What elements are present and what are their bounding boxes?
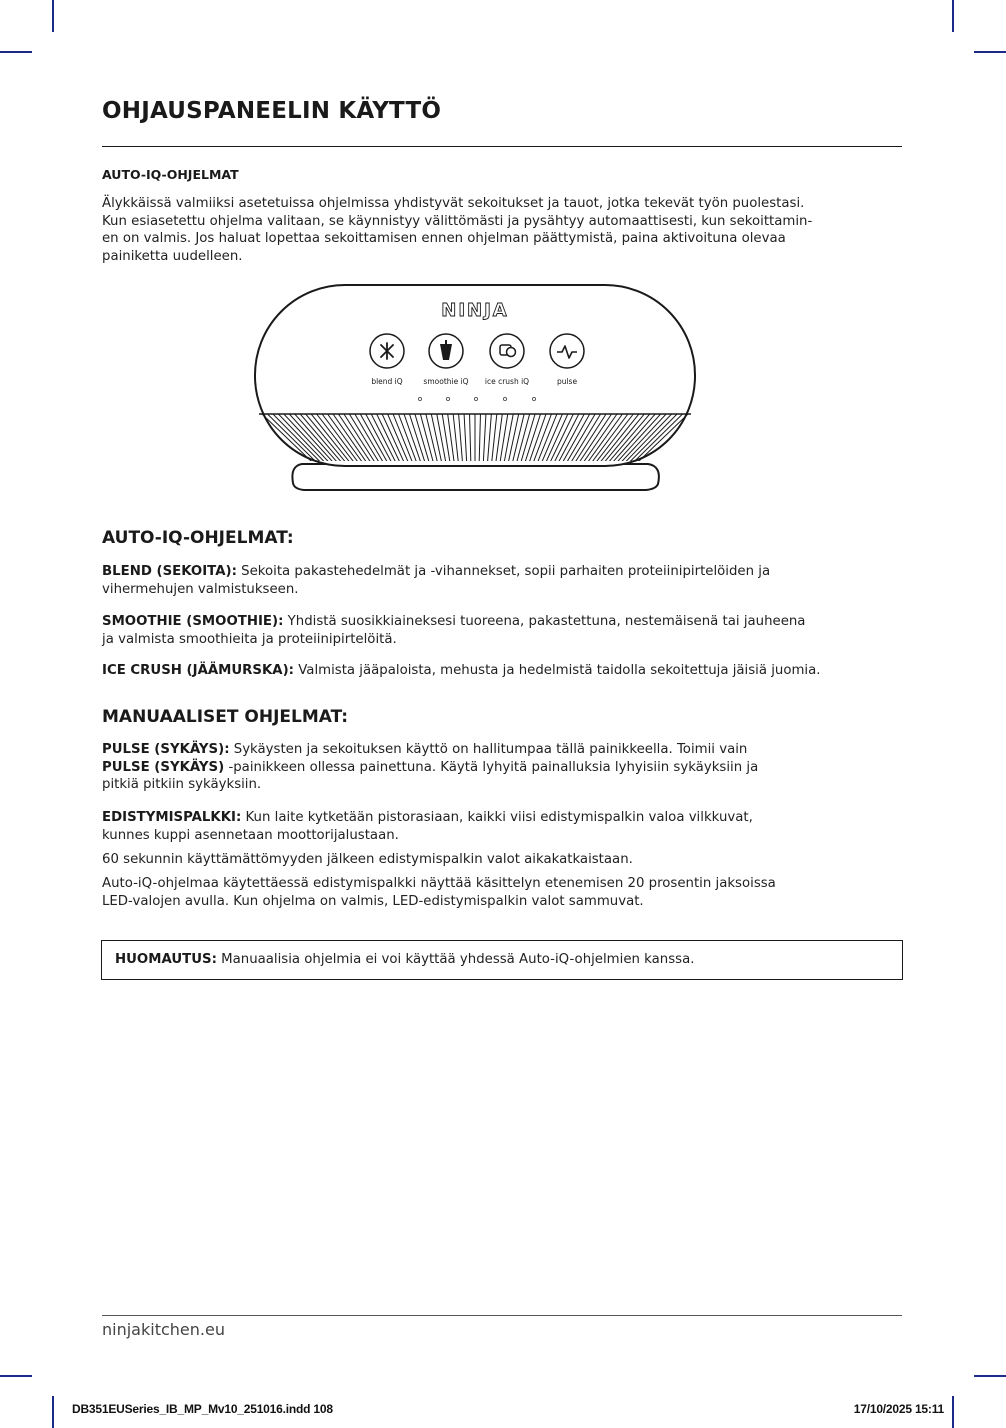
slug-date: 17/10/2025 15:11 bbox=[853, 1402, 944, 1416]
crop-mark-bottom-right-v bbox=[952, 1396, 954, 1428]
footer-url: ninjakitchen.eu bbox=[102, 1320, 225, 1339]
intro-line: en on valmis. Jos haluat lopettaa sekoittamisen ennen ohjelman päättymistä, paina aktivoituna olevaa bbox=[102, 231, 786, 246]
ninja-logo: NINJA bbox=[441, 300, 509, 321]
note-text: HUOMAUTUS: Manuaalisia ohjelmia ei voi käyttää yhdessä Auto-iQ-ohjelmien kanssa. bbox=[115, 952, 695, 967]
note-box bbox=[101, 940, 903, 980]
crop-mark-top-right-v bbox=[952, 0, 954, 32]
progress-led bbox=[446, 397, 449, 400]
crop-mark-bottom-right-h bbox=[974, 1375, 1006, 1377]
progress-term: EDISTYMISPALKKI: bbox=[102, 810, 242, 825]
ice-crush-term: ICE CRUSH (JÄÄMURSKA): bbox=[102, 663, 294, 678]
pulse-term: PULSE (SYKÄYS): bbox=[102, 742, 230, 757]
progress-led bbox=[474, 397, 477, 400]
button-label: ice crush iQ bbox=[484, 377, 530, 386]
ice-crush-description: ICE CRUSH (JÄÄMURSKA): Valmista jääpaloista, mehusta ja hedelmistä taidolla sekoitettuja jäisiä juomia. bbox=[102, 663, 821, 678]
crop-mark-top-right-h bbox=[974, 51, 1006, 53]
blend-term: BLEND (SEKOITA): bbox=[102, 564, 237, 579]
title-divider bbox=[102, 146, 902, 147]
pulse-description: PULSE (SYKÄYS): Sykäysten ja sekoituksen käyttö on hallitumpaa tällä painikkeella. Toimii vain PULSE (SYKÄYS) -painikkeen ollessa painettuna. Käytä lyhyitä painalluksia lyhyisiin sykäyksiin ja pitkiä pitkiin sykäyksiin. bbox=[102, 742, 759, 792]
control-panel-illustration bbox=[250, 280, 700, 500]
intro-line: Älykkäissä valmiiksi asetetuissa ohjelmissa yhdistyvät sekoitukset ja tauot, jotka tekevät työn puolestasi. bbox=[102, 196, 805, 211]
crop-mark-bottom-left-h bbox=[0, 1375, 32, 1377]
blend-description: BLEND (SEKOITA): Sekoita pakastehedelmät ja -vihannekset, sopii parhaiten proteiinipirtelöiden ja vihermehujen valmistukseen. bbox=[102, 564, 771, 597]
smoothie-term: SMOOTHIE (SMOOTHIE): bbox=[102, 614, 284, 629]
crop-mark-top-left-v bbox=[52, 0, 54, 32]
progress-led bbox=[503, 397, 506, 400]
pulse-term-inline: PULSE (SYKÄYS) bbox=[102, 759, 225, 775]
button-label: blend iQ bbox=[371, 377, 403, 386]
button-label: pulse bbox=[556, 377, 578, 386]
slug-file-info: DB351EUSeries_IB_MP_Mv10_251016.indd 108 bbox=[72, 1402, 333, 1416]
intro-line: painiketta uudelleen. bbox=[102, 248, 243, 264]
progress-led bbox=[418, 397, 421, 400]
auto-iq-intro-text bbox=[102, 195, 904, 265]
auto-iq-progress-text: Auto-iQ-ohjelmaa käytettäessä edistymispalkki näyttää käsittelyn etenemisen 20 prosentin jaksoissa LED-valojen avulla. Kun ohjelma on valmis, LED-edistymispalkin valot sammuvat. bbox=[102, 876, 776, 909]
idle-timeout-text: 60 sekunnin käyttämättömyyden jälkeen edistymispalkin valot aikakatkaistaan. bbox=[102, 852, 633, 867]
device-base bbox=[292, 464, 658, 490]
smoothie-description: SMOOTHIE (SMOOTHIE): Yhdistä suosikkiaineksesi tuoreena, pakastettuna, nestemäisenä tai jauheena ja valmista smoothieita ja proteiinipirtelöitä. bbox=[102, 614, 806, 647]
footer-divider bbox=[102, 1315, 902, 1316]
progress-led bbox=[532, 397, 535, 400]
crop-mark-bottom-left-v bbox=[52, 1396, 54, 1428]
note-label: HUOMAUTUS: bbox=[115, 952, 217, 967]
button-label: smoothie iQ bbox=[423, 377, 469, 386]
manual-programs-heading: MANUAALISET OHJELMAT: bbox=[102, 707, 349, 727]
auto-iq-programs-heading: AUTO-IQ-OHJELMAT: bbox=[102, 528, 294, 548]
crop-mark-top-left-h bbox=[0, 51, 32, 53]
intro-line: Kun esiasetettu ohjelma valitaan, se käynnistyy välittömästi ja pysähtyy automaattisesti, kun sekoittamin- bbox=[102, 213, 813, 229]
page-title: OHJAUSPANEELIN KÄYTTÖ bbox=[102, 98, 442, 124]
auto-iq-intro-heading: AUTO-IQ-OHJELMAT bbox=[102, 167, 239, 182]
button-blend[interactable] bbox=[370, 334, 404, 386]
progress-bar-description: EDISTYMISPALKKI: Kun laite kytketään pistorasiaan, kaikki viisi edistymispalkin valoa vilkkuvat, kunnes kuppi asennetaan moottorijalustaan. bbox=[102, 810, 753, 843]
